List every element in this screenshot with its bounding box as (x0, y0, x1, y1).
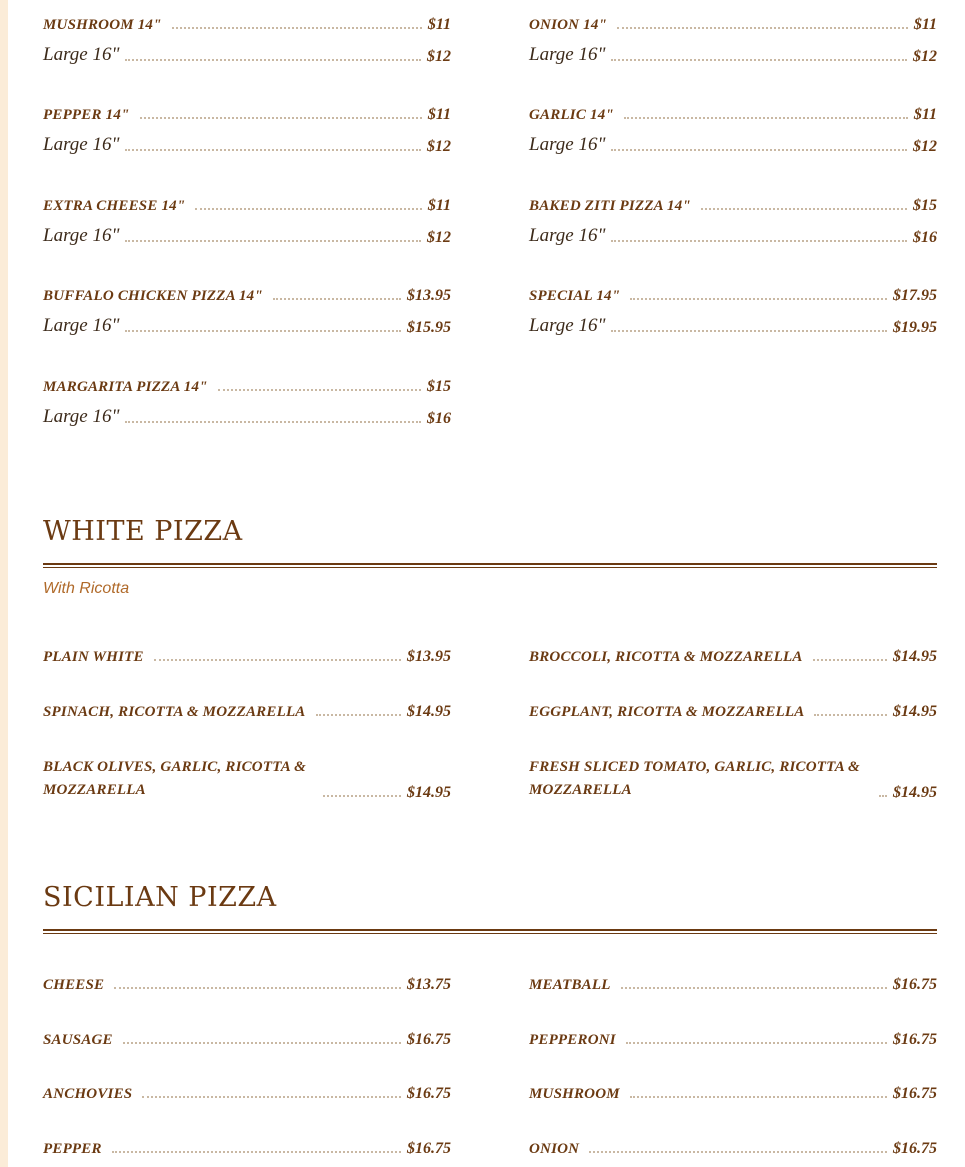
large-size-price: $12 (427, 229, 451, 246)
dot-leader (142, 1096, 401, 1098)
section-title-white-pizza: WHITE PIZZA (43, 516, 243, 547)
large-size-label: Large 16" (43, 134, 120, 155)
menu-item (43, 287, 451, 337)
item-name: PLAIN WHITE (43, 649, 144, 665)
item-price: $14.95 (407, 703, 451, 720)
dot-leader (125, 421, 421, 423)
dot-leader (323, 795, 401, 797)
item-price: $16.75 (893, 1085, 937, 1102)
dot-leader (172, 27, 422, 29)
menu-item (529, 756, 937, 802)
dot-leader (589, 1151, 887, 1153)
item-name: BUFFALO CHICKEN PIZZA 14" (43, 288, 263, 304)
menu-item (43, 1140, 451, 1158)
large-size-price: $19.95 (893, 319, 937, 336)
menu-item (43, 106, 451, 156)
item-name: BROCCOLI, RICOTTA & MOZZARELLA (529, 649, 803, 665)
item-name: MUSHROOM 14" (43, 17, 162, 33)
large-size-label: Large 16" (529, 134, 606, 155)
dot-leader (125, 240, 421, 242)
menu-item (529, 648, 937, 666)
large-size-price: $12 (427, 138, 451, 155)
item-price: $16.75 (893, 1140, 937, 1157)
large-size-label: Large 16" (43, 406, 120, 427)
menu-item (529, 106, 937, 156)
dot-leader (154, 659, 401, 661)
item-name: PEPPER (43, 1141, 102, 1157)
item-name: ONION 14" (529, 17, 608, 33)
large-size-price: $16 (427, 410, 451, 427)
menu-item (43, 197, 451, 247)
dot-leader (813, 659, 887, 661)
dot-leader (195, 208, 421, 210)
large-size-label: Large 16" (529, 44, 606, 65)
item-price: $16.75 (893, 1031, 937, 1048)
item-name: MARGARITA PIZZA 14" (43, 379, 208, 395)
menu-item (43, 1031, 451, 1049)
dot-leader (316, 714, 401, 716)
menu-item (43, 703, 451, 721)
dot-leader (814, 714, 887, 716)
menu-item (529, 1031, 937, 1049)
item-name: CHEESE (43, 977, 105, 993)
dot-leader (125, 330, 401, 332)
dot-leader (630, 298, 887, 300)
item-name: SPINACH, RICOTTA & MOZZARELLA (43, 704, 306, 720)
item-name: SPECIAL 14" (529, 288, 621, 304)
menu-item (529, 1140, 937, 1158)
menu-item (43, 976, 451, 994)
dot-leader (112, 1151, 401, 1153)
large-size-price: $12 (913, 48, 937, 65)
section-divider (43, 929, 937, 934)
large-size-label: Large 16" (529, 315, 606, 336)
dot-leader (125, 149, 421, 151)
item-price: $13.95 (407, 648, 451, 665)
dot-leader (624, 117, 908, 119)
item-price: $11 (427, 106, 451, 123)
item-price: $14.95 (407, 784, 451, 801)
large-size-label: Large 16" (529, 225, 606, 246)
large-size-label: Large 16" (43, 44, 120, 65)
large-size-price: $12 (427, 48, 451, 65)
item-name: EGGPLANT, RICOTTA & MOZZARELLA (529, 704, 805, 720)
item-name: MUSHROOM (529, 1086, 620, 1102)
dot-leader (630, 1096, 887, 1098)
dot-leader (611, 149, 907, 151)
menu-item (43, 756, 451, 802)
item-price: $15 (427, 378, 451, 395)
dot-leader (140, 117, 422, 119)
large-size-label: Large 16" (43, 315, 120, 336)
item-price: $17.95 (893, 287, 937, 304)
menu-item (43, 1085, 451, 1103)
dot-leader (621, 987, 887, 989)
item-name: PEPPER 14" (43, 107, 130, 123)
item-name: SAUSAGE (43, 1032, 113, 1048)
item-price: $15 (913, 197, 937, 214)
menu-item (43, 16, 451, 66)
dot-leader (114, 987, 401, 989)
item-name: PEPPERONI (529, 1032, 616, 1048)
menu-item (529, 703, 937, 721)
item-name: GARLIC 14" (529, 107, 614, 123)
item-price: $16.75 (893, 976, 937, 993)
item-name: EXTRA CHEESE 14" (43, 198, 186, 214)
item-price: $11 (913, 106, 937, 123)
large-size-price: $16 (913, 229, 937, 246)
large-size-price: $12 (913, 138, 937, 155)
item-name: BLACK OLIVES, GARLIC, RICOTTA & MOZZARELLA (43, 759, 306, 798)
menu-item (529, 16, 937, 66)
item-price: $16.75 (407, 1031, 451, 1048)
item-name: FRESH SLICED TOMATO, GARLIC, RICOTTA & MOZZARELLA (529, 759, 860, 798)
large-size-label: Large 16" (43, 225, 120, 246)
menu-item (529, 287, 937, 337)
item-price: $13.95 (407, 287, 451, 304)
item-price: $11 (427, 197, 451, 214)
item-price: $11 (913, 16, 937, 33)
left-border-strip (0, 0, 8, 1167)
dot-leader (218, 389, 421, 391)
dot-leader (879, 795, 887, 797)
dot-leader (611, 330, 887, 332)
item-name: ONION (529, 1141, 580, 1157)
item-price: $13.75 (407, 976, 451, 993)
menu-item (43, 648, 451, 666)
large-size-price: $15.95 (407, 319, 451, 336)
item-price: $11 (427, 16, 451, 33)
item-price: $14.95 (893, 784, 937, 801)
item-price: $16.75 (407, 1085, 451, 1102)
item-price: $14.95 (893, 648, 937, 665)
menu-item (529, 197, 937, 247)
item-name: BAKED ZITI PIZZA 14" (529, 198, 691, 214)
item-name: MEATBALL (529, 977, 611, 993)
dot-leader (125, 59, 421, 61)
menu-item (43, 378, 451, 428)
dot-leader (626, 1042, 887, 1044)
section-subtitle: With Ricotta (43, 580, 130, 597)
section-title-sicilian-pizza: SICILIAN PIZZA (43, 882, 277, 913)
dot-leader (701, 208, 907, 210)
item-name: ANCHOVIES (43, 1086, 133, 1102)
menu-item (529, 1085, 937, 1103)
item-price: $14.95 (893, 703, 937, 720)
dot-leader (611, 240, 907, 242)
dot-leader (273, 298, 401, 300)
section-divider (43, 563, 937, 568)
menu-item (529, 976, 937, 994)
dot-leader (611, 59, 907, 61)
dot-leader (123, 1042, 401, 1044)
dot-leader (617, 27, 908, 29)
item-price: $16.75 (407, 1140, 451, 1157)
